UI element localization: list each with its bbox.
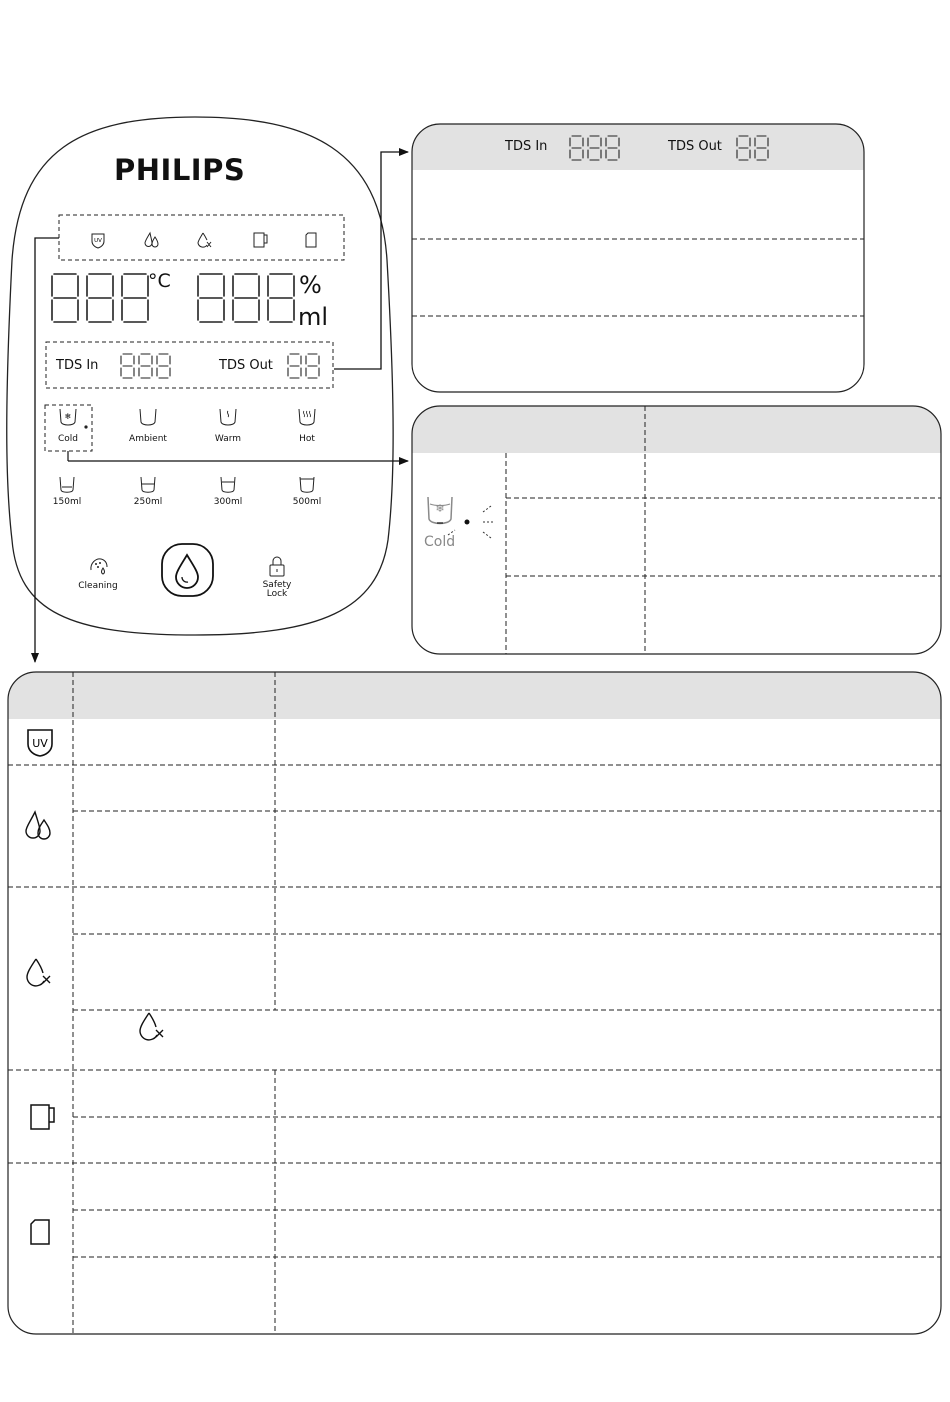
volume-unit: ml — [298, 303, 329, 331]
icon-meaning-table — [8, 672, 941, 1334]
tds-callout-arrow — [334, 152, 408, 369]
temp-label-hot: Hot — [299, 434, 315, 444]
tds-in-digits — [121, 354, 170, 378]
hot-button[interactable] — [285, 405, 329, 449]
percent-unit: % — [299, 271, 322, 299]
volume-300-button[interactable] — [206, 472, 250, 512]
svg-text:UV: UV — [94, 238, 102, 244]
temperature-digits — [52, 274, 148, 322]
water-drops-icon — [145, 233, 158, 247]
cleaning-label: Cleaning — [78, 581, 118, 591]
tds-out-digits — [288, 354, 319, 378]
tds-detail-table — [412, 124, 864, 392]
svg-text:❄: ❄ — [64, 412, 72, 421]
svg-text:UV: UV — [32, 737, 48, 750]
brand-logo: PHILIPS — [114, 153, 246, 187]
volume-label-250: 250ml — [133, 497, 163, 507]
temp-label-warm: Warm — [214, 434, 242, 444]
warm-button[interactable] — [205, 405, 251, 449]
safety-lock-label-1: Safety — [262, 580, 292, 590]
dispense-button[interactable] — [162, 544, 213, 596]
no-water-icon-note — [140, 1013, 163, 1040]
pitcher-icon — [254, 233, 267, 247]
temp-label-ambient: Ambient — [129, 434, 167, 444]
temp-label-cold: Cold — [57, 434, 78, 444]
blink-dot — [465, 520, 470, 525]
temperature-unit: °C — [148, 270, 171, 292]
tds-in-label: TDS In — [56, 358, 99, 373]
volume-150-button[interactable] — [46, 472, 90, 512]
volume-label-300: 300ml — [213, 497, 243, 507]
volume-label-500: 500ml — [292, 497, 322, 507]
safety-lock-button[interactable] — [254, 556, 300, 600]
cold-detail-table — [412, 406, 941, 654]
volume-250-button[interactable] — [126, 472, 170, 512]
icons-callout-arrow — [35, 238, 59, 662]
volume-500-button[interactable] — [285, 472, 329, 512]
no-water-icon — [27, 959, 50, 986]
uv-icon — [28, 730, 52, 756]
ambient-button[interactable] — [125, 405, 171, 449]
uv-icon — [92, 234, 104, 248]
pitcher-icon — [31, 1105, 54, 1129]
svg-text:❄: ❄ — [435, 502, 445, 515]
percent-volume-digits — [198, 274, 294, 322]
tank-icon — [31, 1220, 49, 1244]
tds-detail-in-label: TDS In — [505, 139, 548, 154]
tank-icon — [306, 233, 316, 247]
cold-button[interactable] — [50, 407, 88, 449]
cleaning-button[interactable] — [72, 555, 126, 595]
water-drops-icon — [26, 812, 50, 839]
cold-detail-label: Cold — [424, 534, 456, 550]
tds-out-label: TDS Out — [219, 358, 273, 373]
no-water-icon — [198, 233, 211, 247]
cold-cup-icon-grey — [428, 497, 452, 524]
safety-lock-label-2: Lock — [266, 589, 288, 599]
tds-detail-out-label: TDS Out — [668, 139, 722, 154]
volume-label-150: 150ml — [52, 497, 82, 507]
